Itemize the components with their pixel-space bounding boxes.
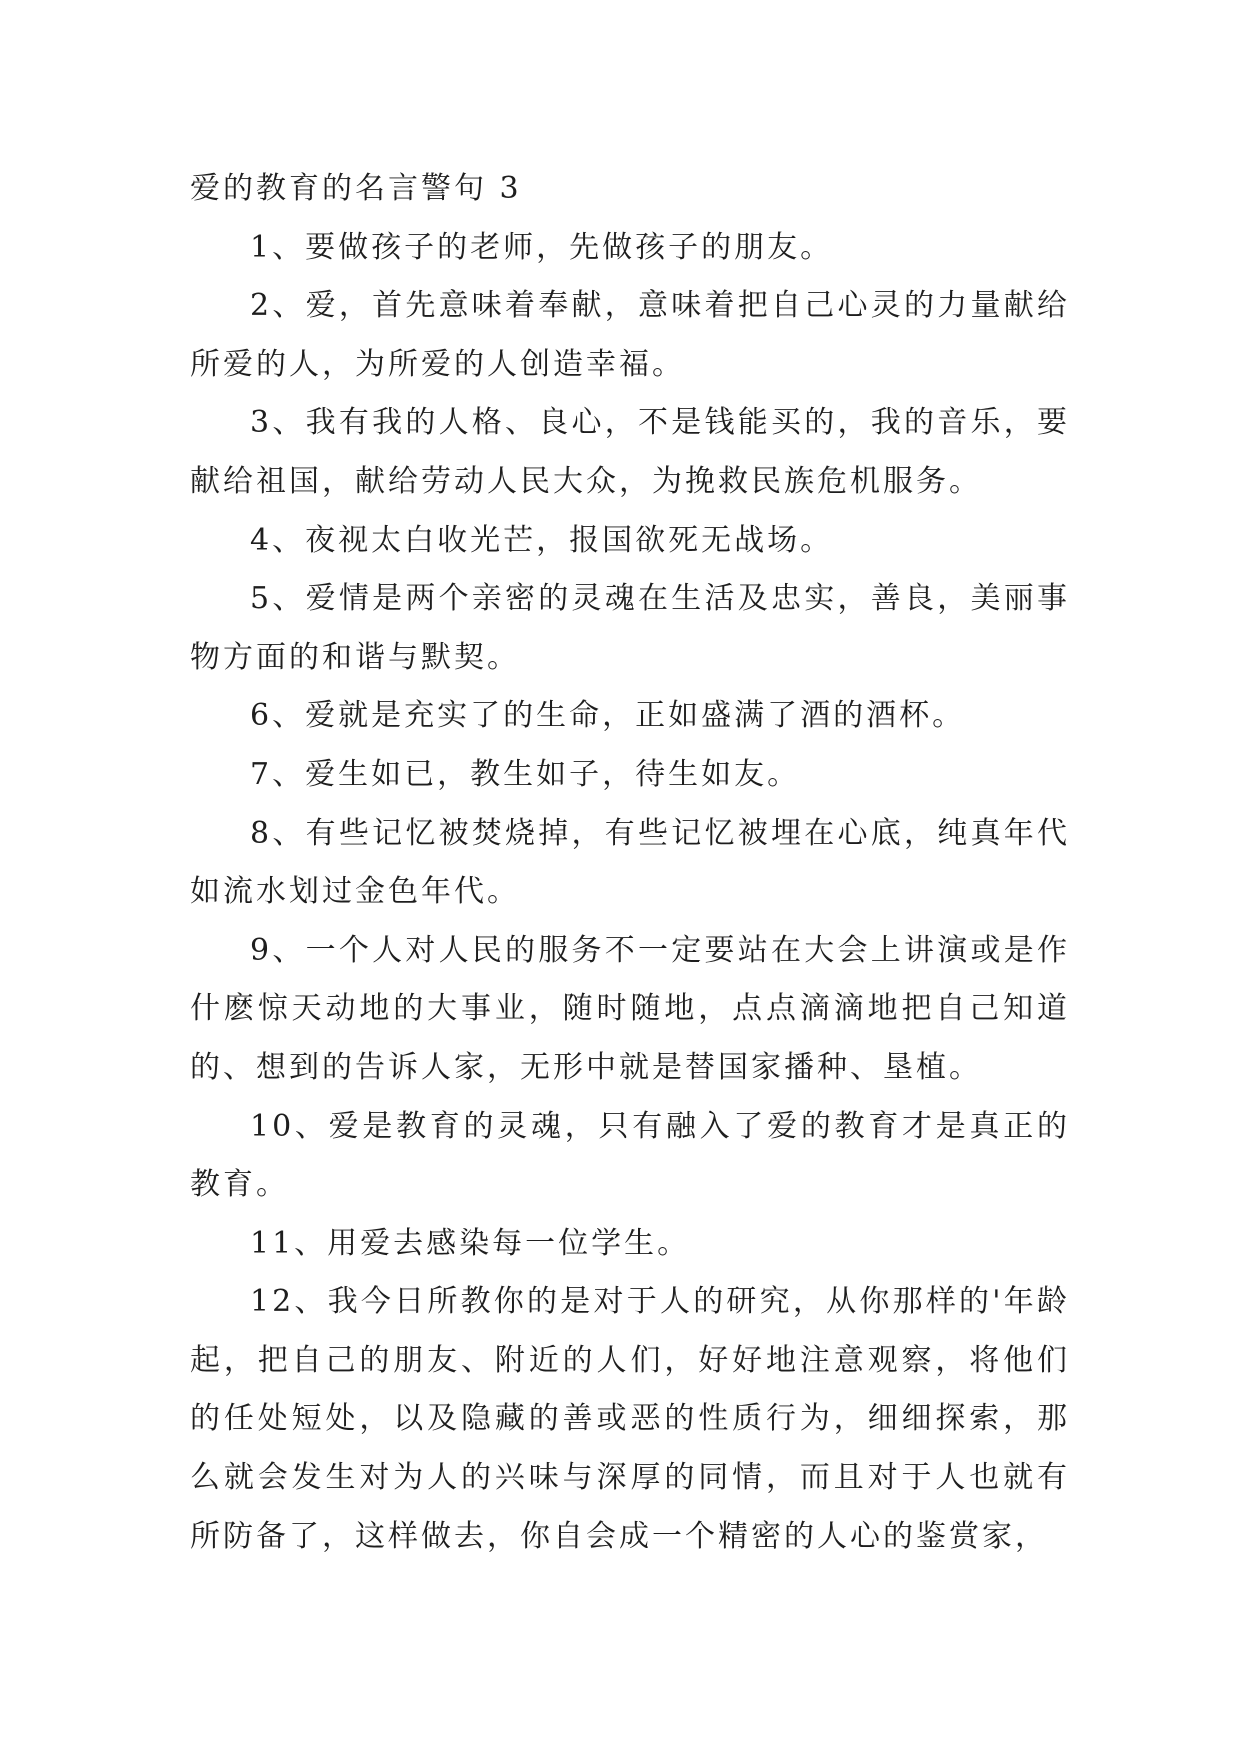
quote-paragraph-10: 10、爱是教育的灵魂，只有融入了爱的教育才是真正的教育。: [190, 1108, 1070, 1203]
quote-paragraph-6: 6、爱就是充实了的生命，正如盛满了酒的酒杯。: [250, 698, 966, 734]
quote-paragraph-1: 1、要做孩子的老师，先做孩子的朋友。: [250, 229, 834, 265]
quote-paragraph-11: 11、用爱去感染每一位学生。: [250, 1225, 691, 1261]
quote-paragraph-2: 2、爱，首先意味着奉献，意味着把自己心灵的力量献给所爱的人，为所爱的人创造幸福。: [190, 288, 1070, 382]
quote-paragraph-5: 5、爱情是两个亲密的灵魂在生活及忠实，善良，美丽事物方面的和谐与默契。: [190, 581, 1070, 675]
quote-paragraph-3: 3、我有我的人格、良心，不是钱能买的，我的音乐，要献给祖国，献给劳动人民大众，为挽救民族危机服务。: [190, 405, 1070, 499]
quote-paragraph-8: 8、有些记忆被焚烧掉，有些记忆被埋在心底，纯真年代如流水划过金色年代。: [190, 815, 1070, 910]
document-page: [190, 160, 1070, 1566]
quote-paragraph-7: 7、爱生如已，教生如子，待生如友。: [250, 756, 801, 792]
document-title: 爱的教育的名言警句 3: [190, 171, 522, 206]
quote-paragraph-4: 4、夜视太白收光芒，报国欲死无战场。: [250, 522, 834, 558]
quote-paragraph-9: 9、一个人对人民的服务不一定要站在大会上讲演或是作什麽惊天动地的大事业，随时随地，点点滴滴地把自己知道的、想到的告诉人家，无形中就是替国家播种、垦植。: [190, 932, 1070, 1085]
quote-paragraph-12: 12、我今日所教你的是对于人的研究，从你那样的'年龄起，把自己的朋友、附近的人们，好好地注意观察，将他们的任处短处，以及隐藏的善或恶的性质行为，细细探索，那么就会发生对为人的兴味与深厚的同情，而且对于人也就有所防备了，这样做去，你自会成一个精密的人心的鉴赏家，: [190, 1284, 1070, 1554]
